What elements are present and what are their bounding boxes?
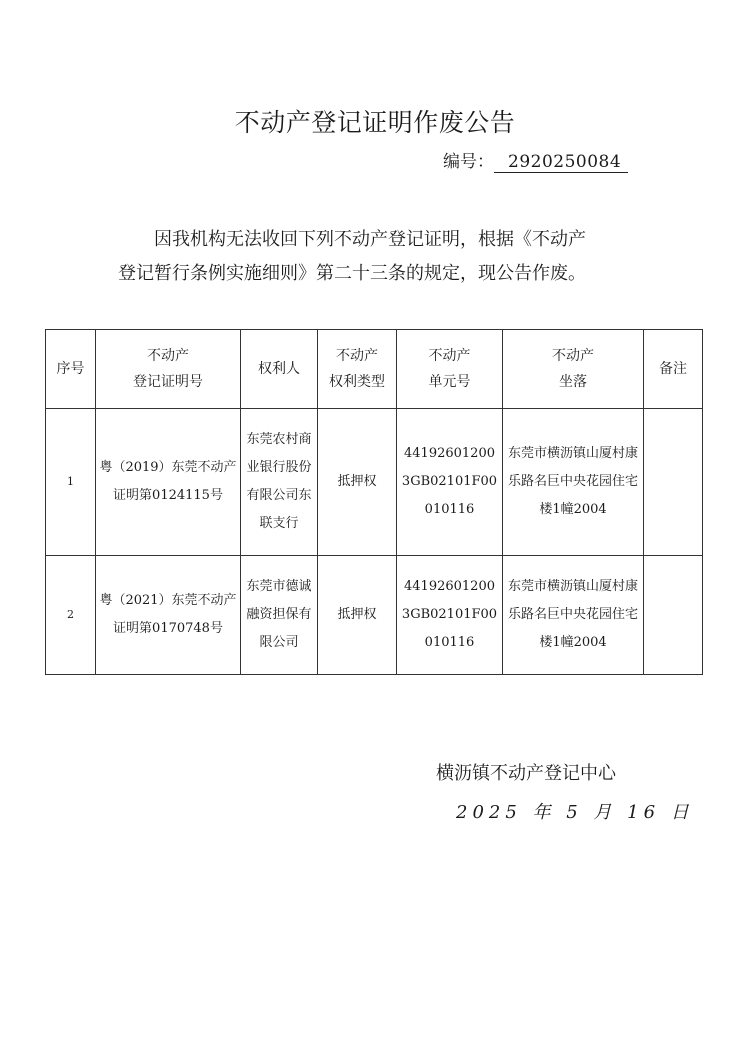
cell-location: 东莞市横沥镇山厦村康乐路名巨中央花园住宅楼1幢2004 [503,556,644,675]
header-cert-no [96,330,241,409]
certificate-table [45,329,703,675]
header-holder: 权利人 [241,330,318,409]
cell-remarks [644,409,703,556]
notice-body [118,223,648,291]
header-right-type-line-1: 不动产 [336,348,378,364]
header-unit-no-line-2: 单元号 [428,374,471,390]
header-cert-no-line-2: 登记证明号 [133,374,203,390]
issuing-organization: 横沥镇不动产登记中心 [436,763,616,784]
cell-cert-no: 粤（2021）东莞不动产证明第0170748号 [96,556,241,675]
cell-right-type: 抵押权 [318,556,397,675]
header-right-type-line-2: 权利类型 [329,374,385,390]
doc-number-value: 2920250084 [494,152,628,173]
cell-holder: 东莞农村商业银行股份有限公司东联支行 [241,409,318,556]
header-location [503,330,644,409]
doc-number-label: 编号： [443,152,494,172]
header-right-type [318,330,397,409]
issue-date: 2025 年 5 月 16 日 [456,802,694,823]
cell-right-type: 抵押权 [318,409,397,556]
notice-body-line-2: 登记暂行条例实施细则》第二十三条的规定，现公告作废。 [118,263,586,284]
header-remarks: 备注 [644,330,703,409]
header-index: 序号 [46,330,96,409]
notice-body-line-1: 因我机构无法收回下列不动产登记证明，根据《不动产 [154,229,586,250]
table-row [46,409,703,556]
cell-holder: 东莞市德诚融资担保有限公司 [241,556,318,675]
header-location-line-2: 坐落 [559,374,587,390]
cell-cert-no: 粤（2019）东莞不动产证明第0124115号 [96,409,241,556]
cell-unit-no: 441926012003GB02101F00010116 [397,409,503,556]
doc-number [443,147,628,173]
notice-title: 不动产登记证明作废公告 [234,108,516,137]
header-unit-no-line-1: 不动产 [428,348,471,364]
table-header-row [46,330,703,409]
table-row [46,556,703,675]
header-location-line-1: 不动产 [552,348,594,364]
header-cert-no-line-1: 不动产 [147,348,189,364]
cell-unit-no: 441926012003GB02101F00010116 [397,556,503,675]
cell-index: 1 [46,409,96,556]
header-unit-no [397,330,503,409]
cell-index: 2 [46,556,96,675]
cell-location: 东莞市横沥镇山厦村康乐路名巨中央花园住宅楼1幢2004 [503,409,644,556]
cell-remarks [644,556,703,675]
